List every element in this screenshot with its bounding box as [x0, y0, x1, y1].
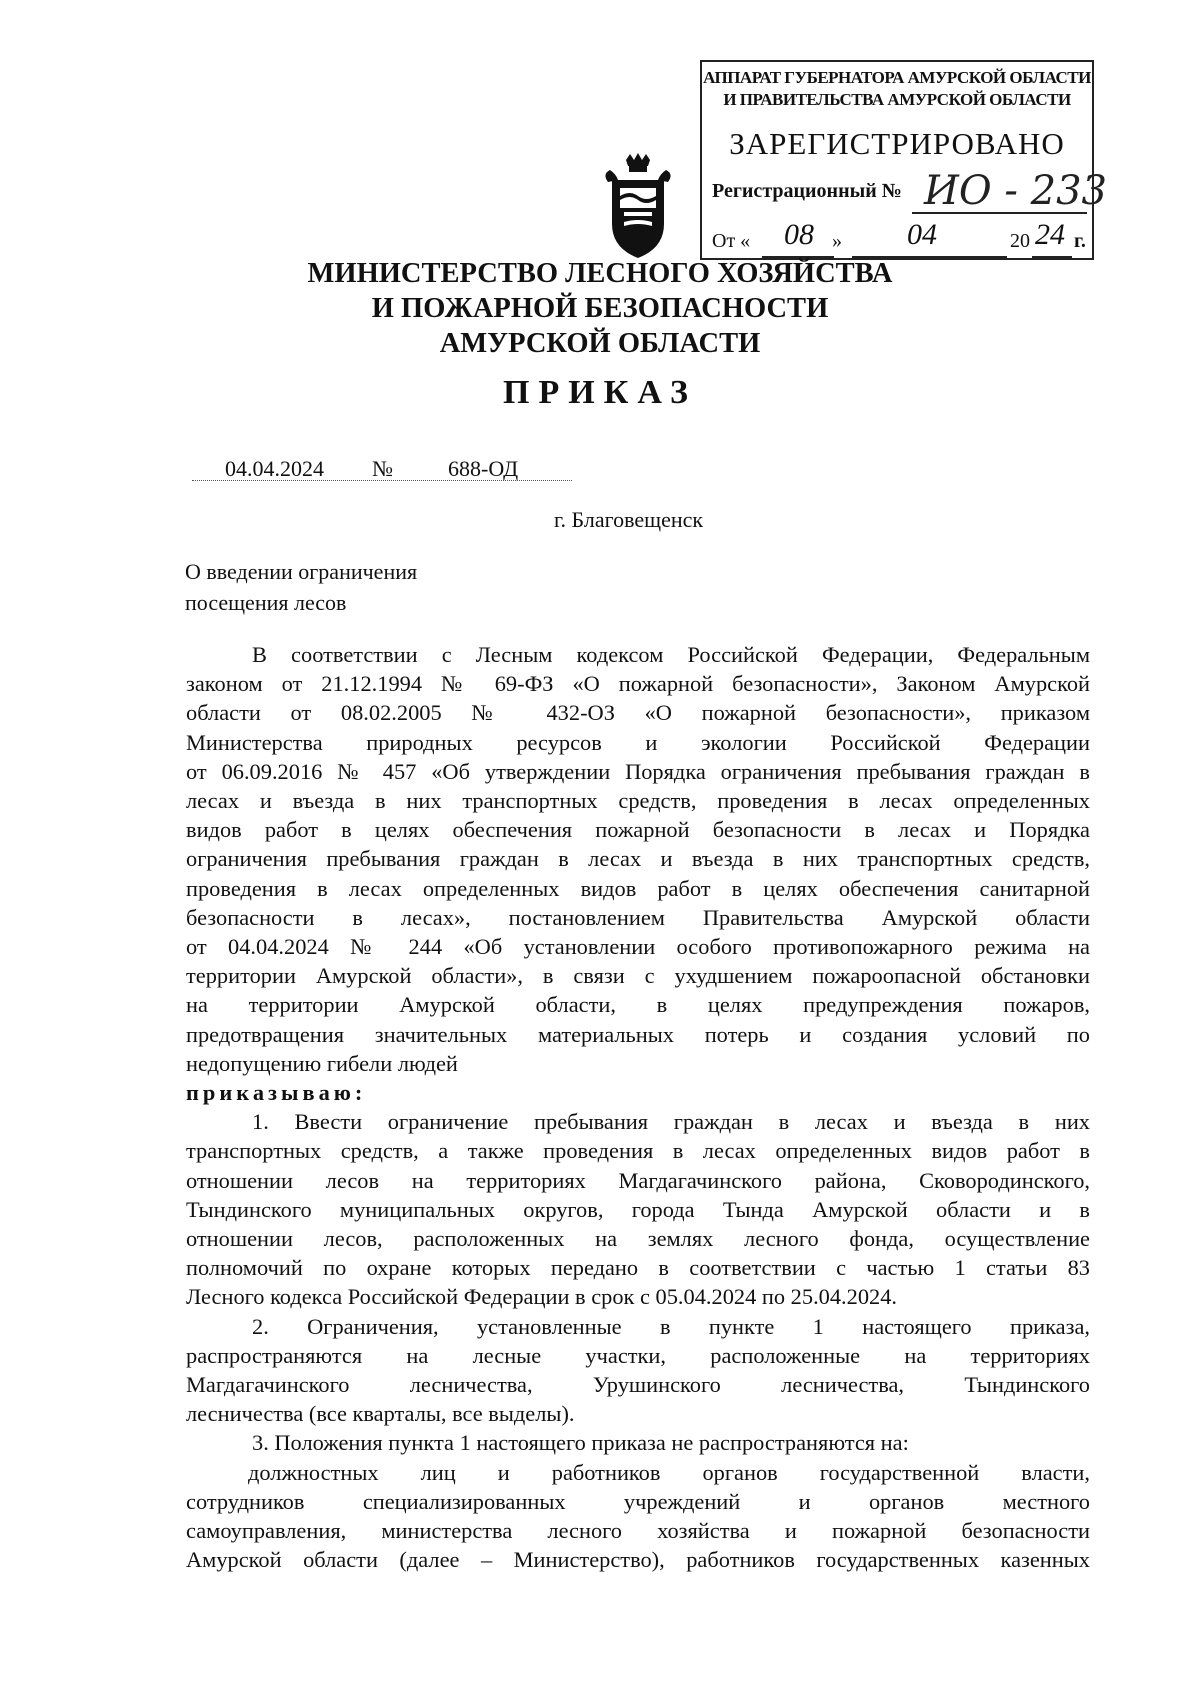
body-line: на территории Амурской области, в целях предупреждения пожаров,: [186, 992, 1090, 1018]
body-line: видов работ в целях обеспечения пожарной безопасности в лесах и Порядка: [186, 817, 1090, 843]
body-line: отношении лесов, расположенных на землях лесного фонда, осуществление: [186, 1226, 1090, 1252]
body-line: Магдагачинского лесничества, Урушинского лесничества, Тындинского: [186, 1372, 1090, 1398]
order-date: 04.04.2024: [225, 456, 324, 481]
order-subject: [185, 556, 417, 618]
body-line: безопасности в лесах», постановлением Правительства Амурской области: [186, 904, 1090, 930]
stamp-reg-number: ИО - 233: [924, 168, 1107, 214]
body-line: Тындинского муниципальных округов, города Тында Амурской области и в: [186, 1196, 1090, 1222]
ministry-line-3: АМУРСКОЙ ОБЛАСТИ: [439, 328, 761, 359]
order-title: ПРИКАЗ: [503, 374, 697, 411]
body-line: законом от 21.12.1994 № 69-ФЗ «О пожарной безопасности», Законом Амурской: [186, 671, 1090, 697]
body-line: сотрудников специализированных учреждений и органов местного: [186, 1488, 1090, 1514]
registration-stamp: [700, 60, 1107, 260]
order-number-sign: №: [372, 456, 393, 481]
body-line: распространяются на лесные участки, расположенные на территориях: [186, 1342, 1090, 1368]
ministry-line-2: И ПОЖАРНОЙ БЕЗОПАСНОСТИ: [371, 293, 829, 324]
body-line: транспортных средств, а также проведения в лесах определенных видов работ в: [186, 1138, 1090, 1164]
subject-line-2: посещения лесов: [185, 590, 347, 615]
body-line: В соответствии с Лесным кодексом Российской Федерации, Федеральным: [252, 642, 1090, 667]
body-line: лесах и въезда в них транспортных средств, проведения в лесах определенных: [186, 788, 1090, 814]
order-number: 688-ОД: [448, 456, 519, 481]
order-city: г. Благовещенск: [554, 507, 704, 532]
stamp-org-line-2: И ПРАВИТЕЛЬСТВА АМУРСКОЙ ОБЛАСТИ: [723, 90, 1071, 109]
subject-line-1: О введении ограничения: [185, 559, 418, 584]
body-line: предотвращения значительных материальных потерь и создания условий по: [186, 1021, 1090, 1047]
body-line: области от 08.02.2005 № 432-ОЗ «О пожарной безопасности», приказом: [186, 700, 1090, 726]
body-line: 3. Положения пункта 1 настоящего приказа не распространяются на:: [252, 1430, 909, 1456]
stamp-reg-label: Регистрационный №: [712, 180, 902, 202]
body-line: Амурской области (далее – Министерство), работников государственных казенных: [186, 1547, 1090, 1573]
stamp-year-prefix: 20: [1010, 230, 1030, 252]
order-directive: приказываю:: [186, 1080, 367, 1106]
body-line: территории Амурской области», в связи с ухудшением пожароопасной обстановки: [186, 963, 1090, 989]
body-line: Лесного кодекса Российской Федерации в срок с 05.04.2024 по 25.04.2024.: [186, 1284, 898, 1310]
order-body: [186, 640, 1090, 1575]
stamp-date-mid: »: [832, 230, 842, 252]
body-line: должностных лиц и работников органов государственной власти,: [248, 1459, 1090, 1485]
body-line: Министерства природных ресурсов и экологии Российской Федерации: [186, 729, 1090, 755]
coat-of-arms-icon: [598, 152, 678, 262]
ministry-line-1: МИНИСТЕРСТВО ЛЕСНОГО ХОЗЯЙСТВА: [307, 258, 893, 289]
body-line: недопущению гибели людей: [186, 1050, 458, 1076]
stamp-title: ЗАРЕГИСТРИРОВАНО: [729, 126, 1065, 161]
body-line: 1. Ввести ограничение пребывания граждан в лесах и въезда в них: [252, 1109, 1090, 1135]
body-line: лесничества (все кварталы, все выделы).: [186, 1401, 575, 1427]
ministry-header: [0, 256, 1200, 361]
stamp-date-prefix: От «: [712, 230, 751, 252]
stamp-year: 24: [1035, 218, 1065, 251]
body-line: отношении лесов на территориях Магдагачинского района, Сковородинского,: [186, 1167, 1090, 1193]
stamp-day: 08: [784, 218, 814, 251]
stamp-month: 04: [907, 218, 937, 251]
stamp-reg-underline: [912, 212, 1087, 214]
body-line: полномочий по охране которых передано в соответствии с частью 1 статьи 83: [186, 1255, 1090, 1281]
body-line: проведения в лесах определенных видов работ в целях обеспечения санитарной: [186, 875, 1090, 901]
stamp-year-suffix: г.: [1074, 230, 1086, 252]
body-line: от 06.09.2016 № 457 «Об утверждении Порядка ограничения пребывания граждан в: [186, 758, 1090, 784]
body-line: самоуправления, министерства лесного хозяйства и пожарной безопасности: [186, 1518, 1090, 1544]
body-line: от 04.04.2024 № 244 «Об установлении особого противопожарного режима на: [186, 934, 1090, 960]
body-line: 2. Ограничения, установленные в пункте 1 настоящего приказа,: [252, 1313, 1090, 1339]
body-line: ограничения пребывания граждан в лесах и въезда в них транспортных средств,: [186, 846, 1090, 872]
stamp-org-line-1: АППАРАТ ГУБЕРНАТОРА АМУРСКОЙ ОБЛАСТИ: [703, 68, 1091, 87]
order-meta-underline: [192, 480, 572, 481]
